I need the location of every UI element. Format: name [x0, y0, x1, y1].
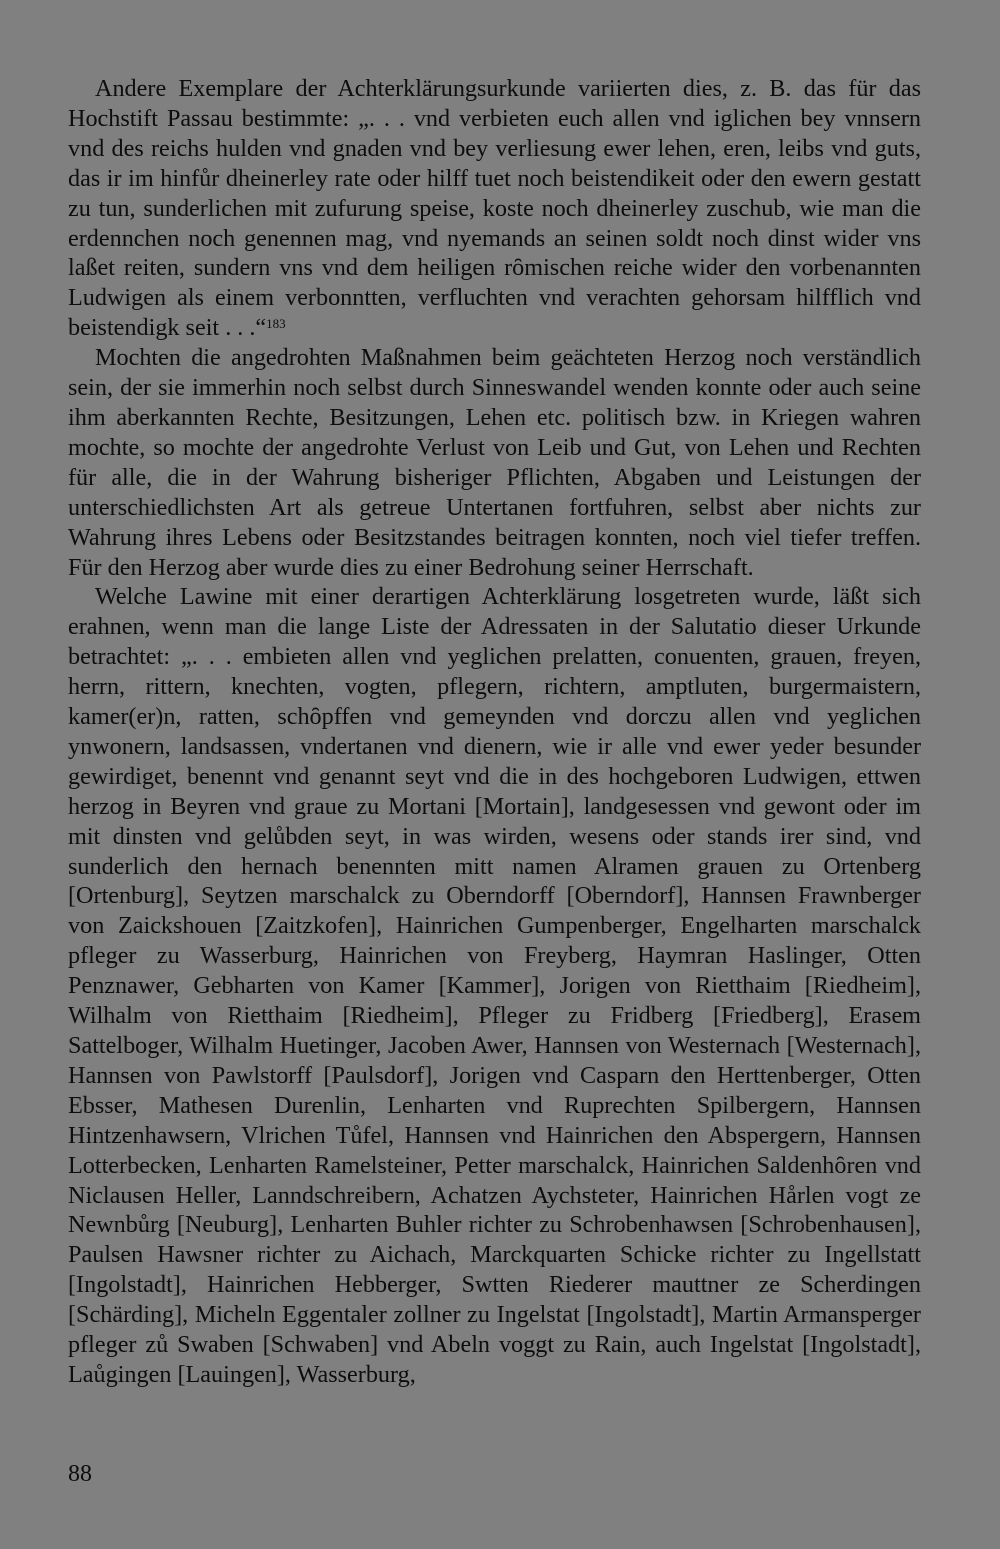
- paragraph-2: [68, 343, 921, 582]
- paragraph-3: [68, 582, 921, 1389]
- paragraph-1-text: Andere Exemplare der Achterklärungsurkunde variierten dies, z. B. das für das Hochstift Passau bestimmte: „. . . vnd verbieten euch allen vnd iglichen bey vnnsern vnd des reichs hulden vnd gnaden vnd bey verliesung ewer lehen, eren, leibs vnd guts, das ir im hinfůr dheinerley rate oder hilff tuet noch beistendikeit oder den ewern gestatt zu tun, sunderlichen mit zufurung speise, koste noch dheinerley zuschub, wie man die erdennchen noch genennen mag, vnd nyemands an seinen soldt noch dinst wider vns laßet reiten, sundern vns vnd dem heiligen rȏmischen reiche wider den vorbenannten Ludwigen als einem verbonntten, verfluchten vnd verachten gehorsam hilfflich vnd beistendigk seit . . .“: [68, 75, 921, 342]
- paragraph-1: [68, 74, 921, 343]
- footnote-marker: 183: [266, 316, 286, 332]
- paragraph-2-text: Mochten die angedrohten Maßnahmen beim geächteten Herzog noch verständlich sein, der sie immerhin noch selbst durch Sinneswandel wenden konnte oder auch seine ihm aberkannten Rechte, Besitzungen, Lehen etc. politisch bzw. in Kriegen wahren mochte, so mochte der angedrohte Verlust von Leib und Gut, von Lehen und Rechten für alle, die in der Wahrung bisheriger Pflichten, Abgaben und Leistungen der unterschiedlichsten Art als getreue Untertanen fortfuhren, selbst aber nichts zur Wahrung ihres Lebens oder Besitzstandes beitragen konnten, noch viel tiefer treffen. Für den Herzog aber wurde dies zu einer Bedrohung seiner Herrschaft.: [68, 344, 921, 581]
- page-body: [68, 74, 921, 1390]
- page-number: 88: [68, 1461, 92, 1487]
- paragraph-3-text: Welche Lawine mit einer derartigen Achterklärung losgetreten wurde, läßt sich erahnen, wenn man die lange Liste der Adressaten in der Salutatio dieser Urkunde betrachtet: „. . . embieten allen vnd yeglichen prelatten, conuenten, grauen, freyen, herrn, rittern, knechten, vogten, pflegern, richtern, amptluten, burgermaistern, kamer(er)n, ratten, schȏpffen vnd gemeynden vnd dorczu allen vnd yeglichen ynwonern, landsassen, vndertanen vnd dienern, wie ir alle vnd ewer yeder besunder gewirdiget, benennt vnd genannt seyt vnd die in des hochgeboren Ludwigen, ettwen herzog in Beyren vnd graue zu Mortani [Mortain], landgesessen vnd gewont oder im mit dinsten vnd gelůbden seyt, in was wirden, wesens oder stands irer sind, vnd sunderlich den hernach benennten mitt namen Alramen grauen zu Ortenberg [Ortenburg], Seytzen marschalck zu Oberndorff [Oberndorf], Hannsen Frawnberger von Zaickshouen [Zaitzkofen], Hainrichen Gumpenberger, Engelharten marschalck pfleger zu Wasserburg, Hainrichen von Freyberg, Haymran Haslinger, Otten Penznawer, Gebharten von Kamer [Kammer], Jorigen von Rietthaim [Riedheim], Wilhalm von Rietthaim [Riedheim], Pfleger zu Fridberg [Friedberg], Erasem Sattelboger, Wilhalm Huetinger, Jacoben Awer, Hannsen von Westernach [Westernach], Hannsen von Pawlstorff [Paulsdorf], Jorigen vnd Casparn den Herttenberger, Otten Ebsser, Mathesen Durenlin, Lenharten vnd Ruprechten Spilbergern, Hannsen Hintzenhawsern, Vlrichen Tůfel, Hannsen vnd Hainrichen den Abspergern, Hannsen Lotterbecken, Lenharten Ramelsteiner, Petter marschalck, Hainrichen Saldenhȏren vnd Niclausen Heller, Lanndschreibern, Achatzen Aychsteter, Hainrichen Hårlen vogt ze Newnbůrg [Neuburg], Lenharten Buhler richter zu Schrobenhawsen [Schrobenhausen], Paulsen Hawsner richter zu Aichach, Marckquarten Schicke richter zu Ingellstatt [Ingolstadt], Hainrichen Hebberger, Swtten Riederer mauttner ze Scherdingen [Schärding], Micheln Eggentaler zollner zu Ingelstat [Ingolstadt], Martin Armansperger pfleger zů Swaben [Schwaben] vnd Abeln voggt zu Rain, auch Ingelstat [Ingolstadt], Laůgingen [Lauingen], Wasserburg,: [68, 583, 921, 1388]
